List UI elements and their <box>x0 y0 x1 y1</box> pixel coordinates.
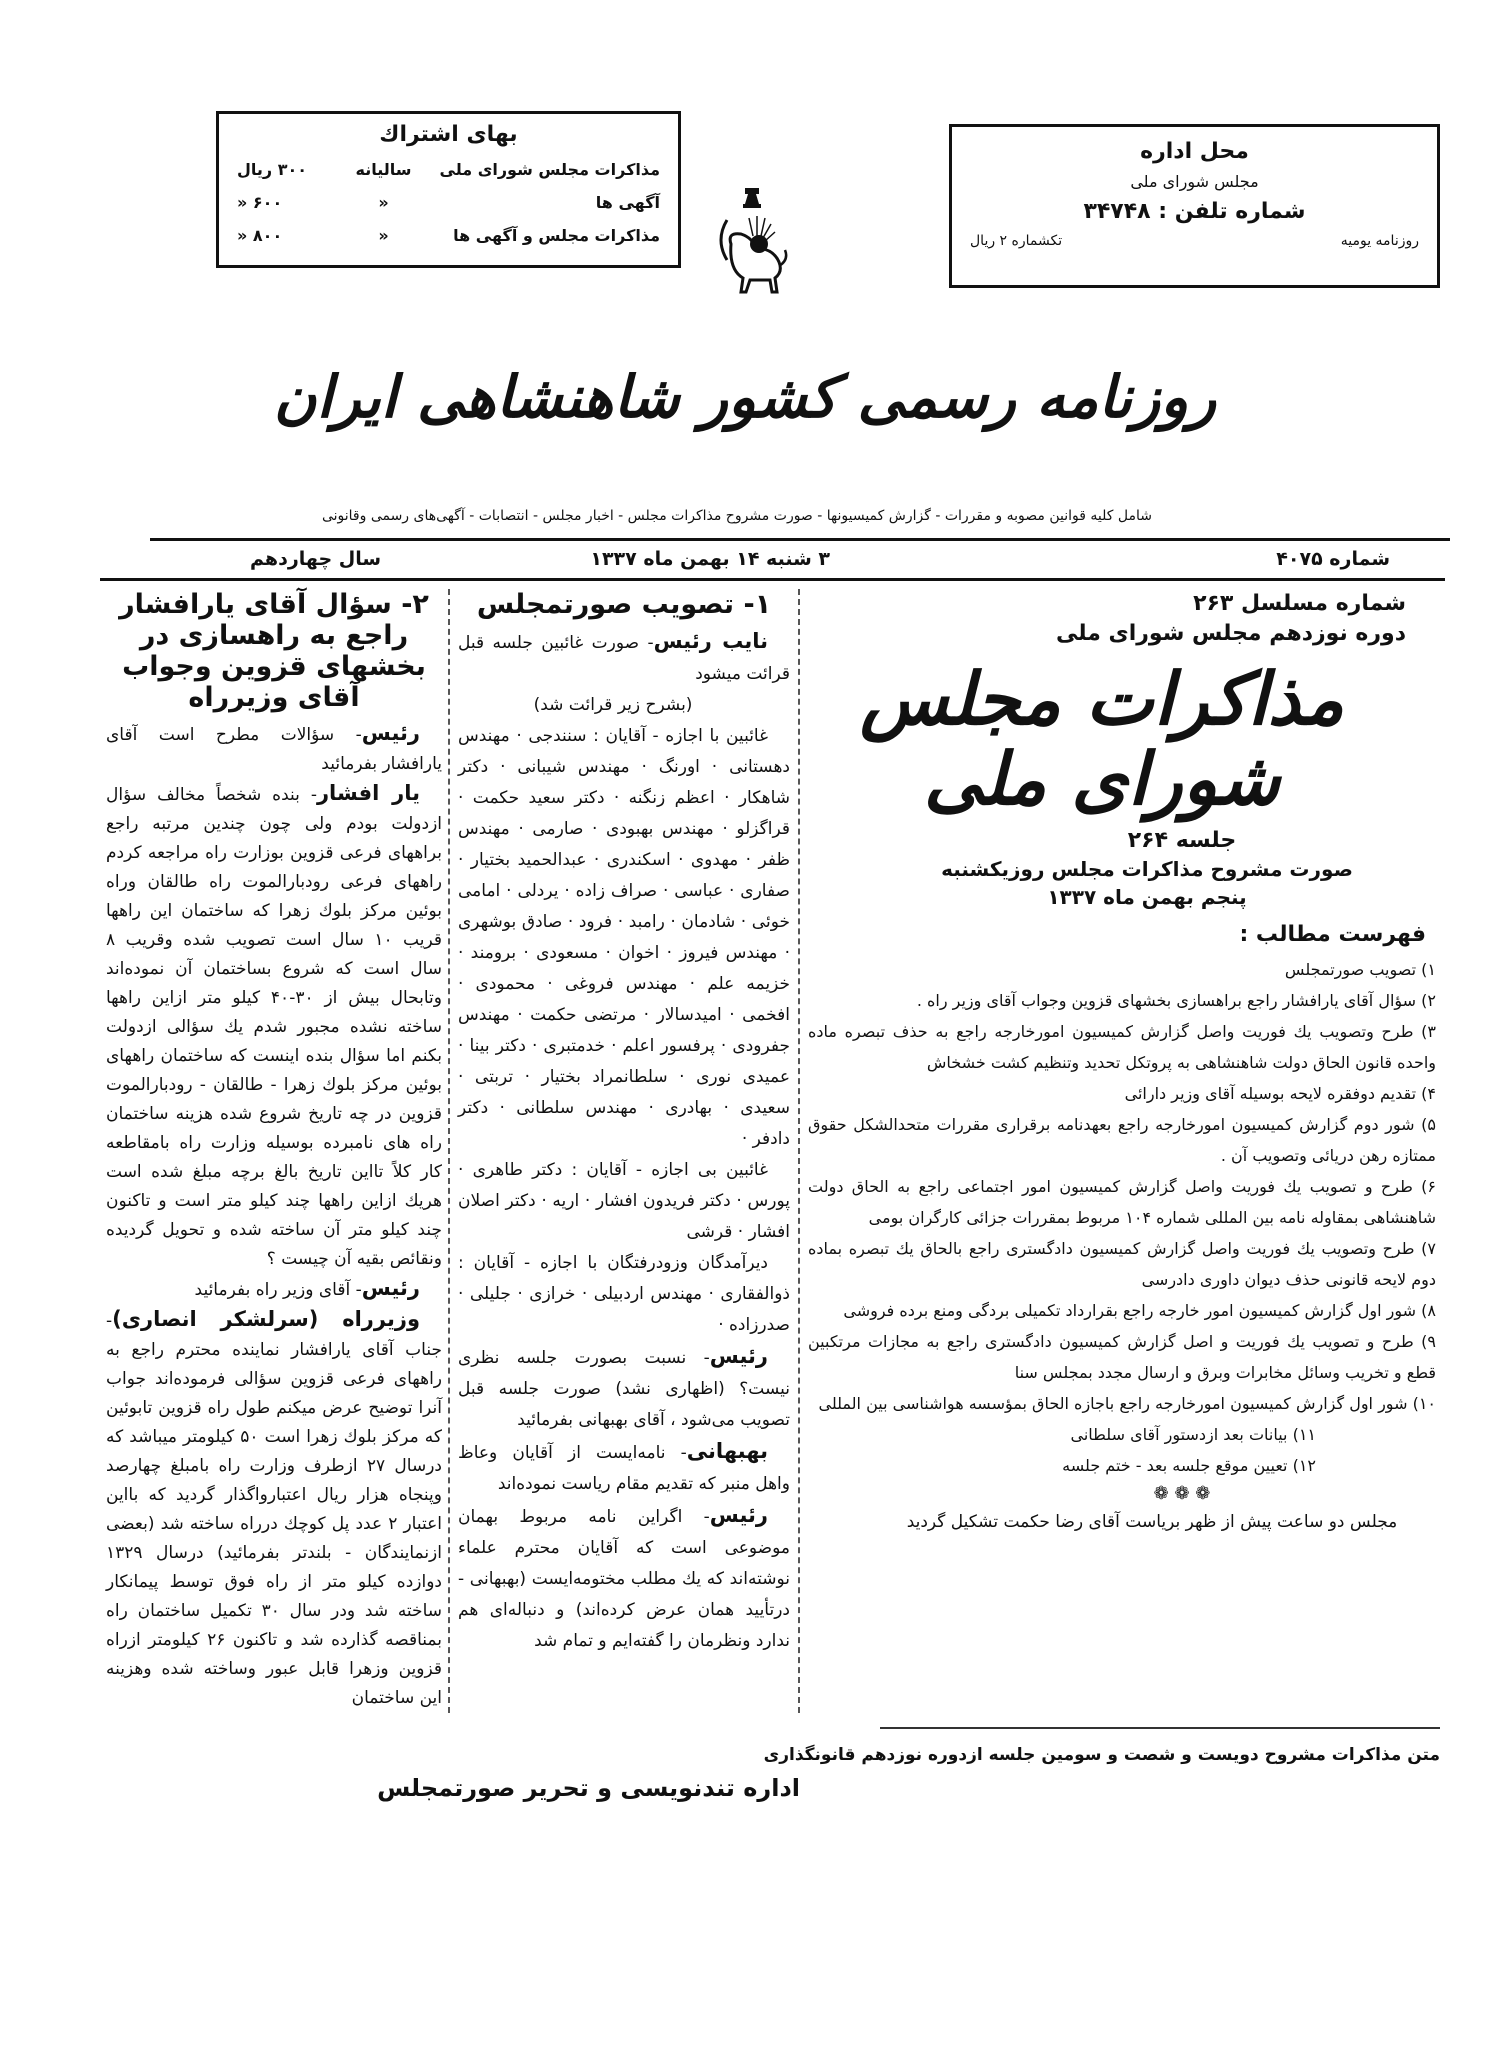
footer <box>0 1727 1440 1845</box>
masthead-title: روزنامه رسمی کشور شاهنشاهی ایران <box>273 363 1217 431</box>
speaker-name: بهبهانی <box>686 1439 768 1463</box>
speech-text: - صورت غائبین جلسه قبل قرائت میشود <box>458 633 790 684</box>
toc-item: ۷) طرح وتصویب یك فوریت واصل گزارش کمیسیون دادگستری راجع بالحاق یك تبصره بماده دوم لایحه قانونی حذف دیوان داوری دادرسی <box>808 1239 1436 1289</box>
toc-item: ۵) شور دوم گزارش کمیسیون امورخارجه راجع بعهدنامه برقراری مقررات متحدالشکل حقوق ممتازه رهن دریائی وتصویب آن . <box>808 1115 1436 1165</box>
issue-number: شماره ۴۰۷۵ <box>1276 548 1390 570</box>
session-opening-note: مجلس دو ساعت پیش از ظهر بریاست آقای رضا حکمت تشکیل گردید <box>906 1512 1398 1532</box>
minutes-approval-column <box>448 589 800 1713</box>
speech-paragraph <box>106 779 442 1274</box>
section-heading: ۲- سؤال آقای یارافشار راجع به راهسازی در بخشهای قزوین وجواب آقای وزیرراه <box>119 589 429 713</box>
speaker-name: یار افشار <box>316 781 420 805</box>
subscription-item: آگهی ها <box>595 193 660 212</box>
late-early-list: دیرآمدگان وزودرفتگان با اجازه - آقایان : ذوالفقاری · مهندس اردبیلی · خرازی · جلیلی · صدرزاده · <box>458 1253 790 1335</box>
speech-text: - آقای وزیر راه بفرمائید <box>194 1280 362 1300</box>
toc-heading: فهرست مطالب : <box>1239 922 1426 947</box>
absent-without-leave-list: غائبین بی اجازه - آقایان : دکتر طاهری · پورس · دکتر فریدون افشار · اریه · دکتر اصلان افشار · قرشی <box>458 1160 790 1242</box>
toc-item: ۴) تقدیم دوفقره لایحه بوسیله آقای وزیر دارائی <box>1124 1084 1436 1103</box>
parliament-term: دوره نوزدهم مجلس شورای ملی <box>1056 621 1406 646</box>
speech-paragraph <box>458 1341 790 1436</box>
speaker-name: رئیس <box>709 1344 768 1368</box>
subscription-period: سالیانه <box>355 160 412 179</box>
speech-text: - جناب آقای یارافشار نماینده محترم راجع به راههای فرعی قزوین سؤالی فرموده‌اند جواب آنرا توضیح عرض میکنم طول راه قزوین تابوئین که مرکز بلوك زهرا است ۵۰ کیلومتر میباشد که درسال ۲۷ ازطرف وزارت راه بامبلغ چهارصد وپنجاه هزار ریال اعتبارواگذار گردید که بااین اعتبار ۲ عدد پل کوچك درراه ساخته شد (بعضی ازنمایندگان - بلندتر بفرمائید) درسال ۱۳۲۹ دوازده کیلو متر از راه فوق توسط پیمانکار ساخته شد ودر سال ۳۰ تکمیل ساختمان راه بمناقصه گذارده شد و تاکنون ۲۶ کیلومتر ازراه قزوین وزهرا قابل عبور وساخته شده وهزینه این ساختمان <box>106 1311 442 1708</box>
toc-item: ۶) طرح و تصویب یك فوریت واصل گزارش کمیسیون امور اجتماعی راجع به الحاق دولت شاهنشاهی بمقاوله نامه بین المللی شماره ۱۰۴ مربوط بمقررات جزائی کارگران بومی <box>808 1177 1436 1227</box>
toc-item: ۱۲) تعیین موقع جلسه بعد - ختم جلسه <box>1062 1456 1316 1475</box>
speech-paragraph <box>458 1500 790 1657</box>
subscription-period: « <box>378 226 389 245</box>
footer-office: اداره تندنویسی و تحریر صورتمجلس <box>377 1774 800 1802</box>
absent-with-leave-list: غائبین با اجازه - آقایان : سنندجی · مهندس دهستانی · اورنگ · مهندس شیبانی · دکتر شاهکار · اعظم زنگنه · دکتر سعید حکمت · قراگزلو · مهندس بهبودی · صارمی · مهندس ظفر · مهدوی · اسکندری · عبدالحمید بختیار · صفاری · عباسی · صراف زاده · یردلی · امامی خوئی · شادمان · رامبد · فرود · صادق بوشهری · مهندس فیروز · اخوان · مسعودی · برومند · خزیمه علم · مهندس فروغی · محمودی · افخمی · امیدسالار · مرتضی حکمت · مهندس جفرودی · پرفسور اعلم · خدمتبری · دکتر بینا · عمیدی نوری · سلطانمراد بختیار · تربتی · سعیدی · بهادری · مهندس سلطانی · دکتر دادفر · <box>458 726 790 1149</box>
speech-text: - نسبت بصورت جلسه نظری نیست؟ (اظهاری نشد) صورت جلسه قبل تصویب می‌شود ، آقای بهبهانی بفرمائید <box>458 1348 790 1430</box>
footer-note: متن مذاکرات مشروح دویست و شصت و سومین جلسه ازدوره نوزدهم قانونگذاری <box>763 1745 1440 1765</box>
columns <box>106 589 1436 1713</box>
subscription-price: ۶۰۰ « <box>237 193 283 212</box>
issue-date: ۳ شنبه ۱۴ بهمن ماه ۱۳۳۷ <box>590 548 830 570</box>
toc-item: ۱) تصویب صورتمجلس <box>1284 960 1436 979</box>
session-column <box>800 589 1436 1713</box>
speaker-name: رئیس <box>361 721 420 745</box>
speech-text: - اگراین نامه مربوط بهمان موضوعی است که آقایان محترم علماء نوشته‌اند که یك مطلب مختومه‌ایست (بهبهانی - درتأیید همان عرض کرده‌اند) و دنباله‌ای هم ندارد ونظرمان را گفته‌ایم و تمام شد <box>458 1507 790 1651</box>
speaker-name: نایب رئیس <box>653 629 768 653</box>
section-heading: ۱- تصویب صورتمجلس <box>476 589 772 620</box>
section-title: مذاکرات مجلس شورای ملی <box>860 656 1344 821</box>
subscription-price: ۸۰۰ « <box>237 226 283 245</box>
toc-item: ۸) شور اول گزارش کمیسیون امور خارجه راجع بقرارداد تکمیلی بردگی ومنع برده فروشی <box>843 1301 1436 1320</box>
speech-paragraph <box>458 626 790 690</box>
toc-item: ۱۱) بیانات بعد ازدستور آقای سلطانی <box>1070 1425 1316 1444</box>
road-question-column <box>106 589 448 1713</box>
speech-text: - بنده شخصاً مخالف سؤال ازدولت بودم ولی چون چندین مرتبه راجع براههای فرعی قزوین بوزارت راه مراجعه کردم راههای فرعی رودبارالموت راه طالقان وراه بوئین مرکز بلوك زهرا که ساختمان این راهها قریب ۱۰ سال است تصویب شده وقریب ۸ سال است که شروع بساختمان آن نموده‌اند وتابحال بیش از ۳۰-۴۰ کیلو متر ازاین راهها ساخته نشده مجبور شدم یك سؤالی ازدولت بکنم اما سؤال بنده اینست که ساختمان راههای بوئین مرکز بلوك زهرا - طالقان - رودبارالموت قزوین در چه تاریخ شروع شده هزینه ساختمان راه های نامبرده بوسیله وزارت راه بامقاطعه کار کلاً تااین تاریخ بالغ برچه مبلغ شده است هریك ازاین راهها چند کیلو متر است و تاکنون چند کیلو متر آن ساخته شده و تحویل گردیده ونقائص بقیه آن چیست ؟ <box>106 785 442 1269</box>
speech-paragraph <box>106 1274 442 1305</box>
single-issue-price: تکشماره ۲ ریال <box>970 233 1063 249</box>
subscription-period: « <box>378 193 389 212</box>
session-description: صورت مشروح مذاکرات مجلس روزیکشنبه پنجم بهمن ماه ۱۳۳۷ <box>941 857 1353 909</box>
toc-item: ۹) طرح و تصویب یك فوریت و اصل گزارش کمیسیون دادگستری راجع به مجازات مرتکبین قطع و تخریب وسائل مخابرات وبرق و ارسال مجدد بمجلس سنا <box>808 1332 1436 1382</box>
office-phone: شماره تلفن : ۳۴۷۴۸ <box>1083 199 1306 224</box>
subscription-price: ۳۰۰ ریال <box>237 160 307 179</box>
subscription-item: مذاکرات مجلس شورای ملی <box>439 160 660 179</box>
speech-text: - نامه‌ایست از آقایان وعاظ واهل منبر که تقدیم مقام ریاست نموده‌اند <box>458 1443 790 1494</box>
speech-text: - سؤالات مطرح است آقای یارافشار بفرمائید <box>106 725 442 774</box>
speaker-name: وزیرراه (سرلشکر انصاری) <box>112 1307 420 1331</box>
speech-paragraph <box>106 1305 442 1713</box>
speech-paragraph <box>458 1436 790 1500</box>
divider <box>880 1727 1440 1729</box>
subscription-item: مذاکرات مجلس و آگهی ها <box>453 226 660 245</box>
toc-item: ۲) سؤال آقای یارافشار راجع براهسازی بخشهای قزوین وجواب آقای وزیر راه . <box>916 991 1436 1010</box>
read-note: (بشرح زیر قرائت شد) <box>533 695 693 715</box>
subscription-title: بهای اشتراك <box>379 122 518 147</box>
speaker-name: رئیس <box>709 1503 768 1527</box>
ornament-icon: ❁ ❁ ❁ <box>1153 1483 1211 1504</box>
toc-item: ۳) طرح وتصویب یك فوریت واصل گزارش کمیسیون امورخارجه راجع به حذف تبصره ماده واحده قانون الحاق دولت شاهنشاهی به پروتکل تحدید وتنظیم کشت خشخاش <box>808 1022 1436 1072</box>
speaker-name: رئیس <box>361 1276 420 1300</box>
publication-year: سال چهاردهم <box>250 548 382 570</box>
daily-label: روزنامه یومیه <box>1340 233 1419 249</box>
office-place: مجلس شورای ملی <box>1130 172 1259 191</box>
serial-number: شماره مسلسل ۲۶۳ <box>1193 591 1406 616</box>
speech-paragraph <box>106 719 442 779</box>
session-number: جلسه ۲۶۴ <box>1127 828 1237 853</box>
toc-item: ۱۰) شور اول گزارش کمیسیون امورخارجه راجع باجازه الحاق بمؤسسه هواشناسی بین المللی <box>818 1394 1436 1413</box>
masthead-subtitle: شامل کلیه قوانین مصوبه و مقررات - گزارش کمیسیونها - صورت مشروح مذاکرات مجلس - اخبار مجلس - انتصابات - آگهی‌های رسمی وقانونی <box>321 508 1152 524</box>
office-title: محل اداره <box>1140 139 1249 164</box>
